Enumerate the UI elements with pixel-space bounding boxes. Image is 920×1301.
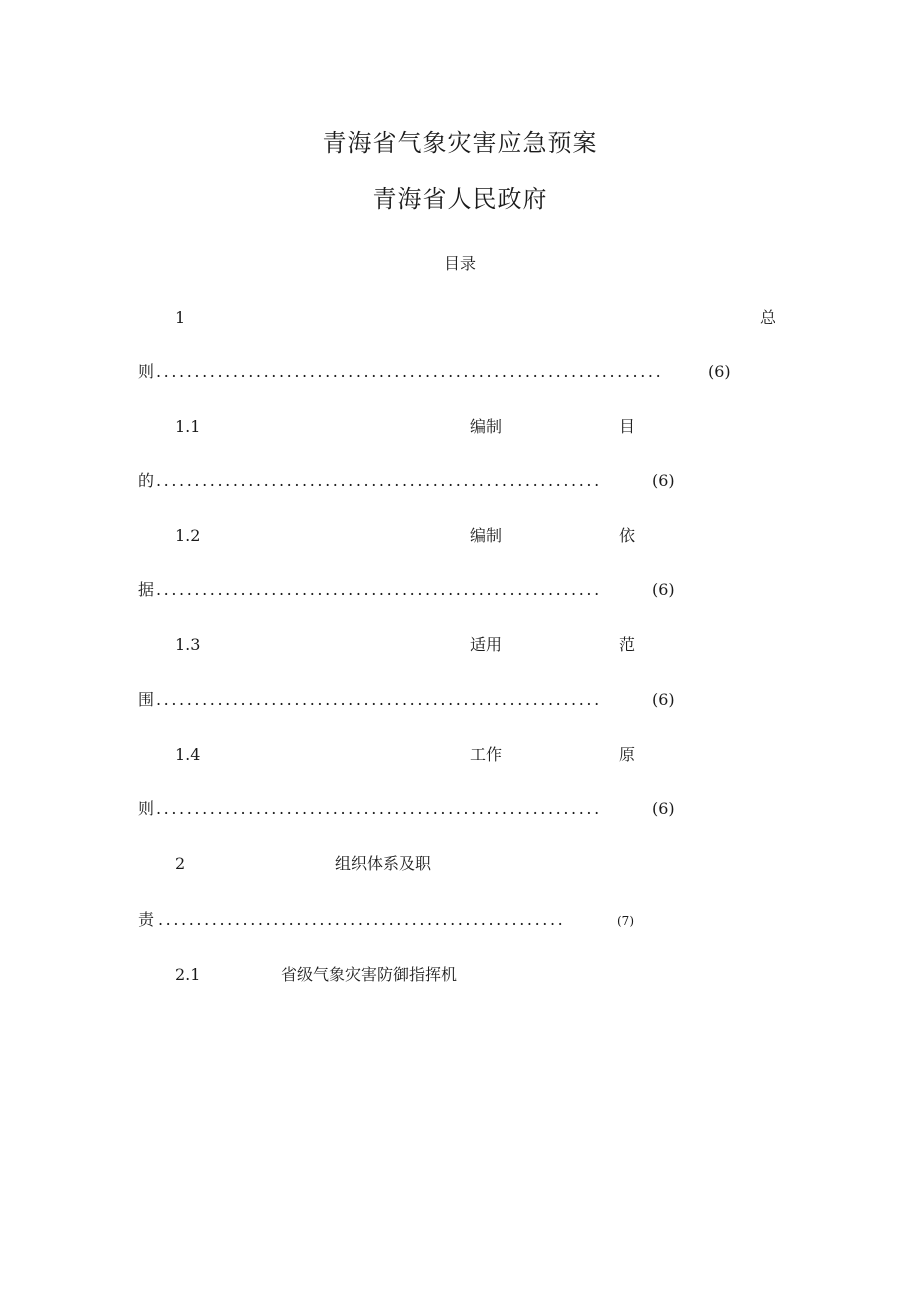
toc-entry-title-part: 范 [619,635,636,654]
toc-entry-title-part: 目 [619,417,636,436]
toc-entry-title-cont: 的 [138,471,155,490]
toc-leader-dots: ..................................................... [158,910,566,929]
toc-entry-title-cont: 则 [138,362,155,381]
toc-entry-title-cont: 据 [138,580,155,599]
toc-entry-title-part: 原 [619,745,636,764]
toc-entry-number: 2.1 [175,965,201,984]
toc-leader-dots: .......................................................... [156,580,602,599]
toc-page-number: (6) [652,799,675,818]
toc-leader-dots: .......................................................... [156,799,602,818]
document-title: 青海省气象灾害应急预案 [322,129,598,157]
toc-entry-title-cont: 责 [138,910,155,929]
document-issuer: 青海省人民政府 [372,185,548,213]
toc-entry-number: 2 [175,854,186,873]
toc-leader-dots: .......................................................... [156,471,602,490]
toc-heading: 目录 [443,254,476,273]
toc-page-number: (6) [708,362,731,381]
toc-page-number: (6) [652,690,675,709]
toc-entry-title-part: 组织体系及职 [335,854,432,873]
toc-entry-number: 1.3 [175,635,201,654]
toc-entry-number: 1.4 [175,745,201,764]
toc-entry-title-part: 总 [760,308,777,327]
toc-entry-title-cont: 围 [138,690,155,709]
toc-entry-title-cont: 则 [138,799,155,818]
toc-entry-title-part: 工作 [470,745,503,764]
toc-leader-dots: .................................................................. [156,362,664,381]
toc-entry-number: 1.2 [175,526,201,545]
toc-entry-number: 1.1 [175,417,201,436]
toc-entry-title-part: 依 [619,526,636,545]
toc-page-number: (6) [652,580,675,599]
toc-entry-title-part: 省级气象灾害防御指挥机 [281,965,458,984]
toc-entry-title-part: 适用 [470,635,503,654]
toc-entry-number: 1 [175,308,186,327]
toc-page-number: (7) [617,914,634,928]
toc-leader-dots: .......................................................... [156,690,602,709]
toc-page-number: (6) [652,471,675,490]
toc-entry-title-part: 编制 [470,526,503,545]
toc-entry-title-part: 编制 [470,417,503,436]
